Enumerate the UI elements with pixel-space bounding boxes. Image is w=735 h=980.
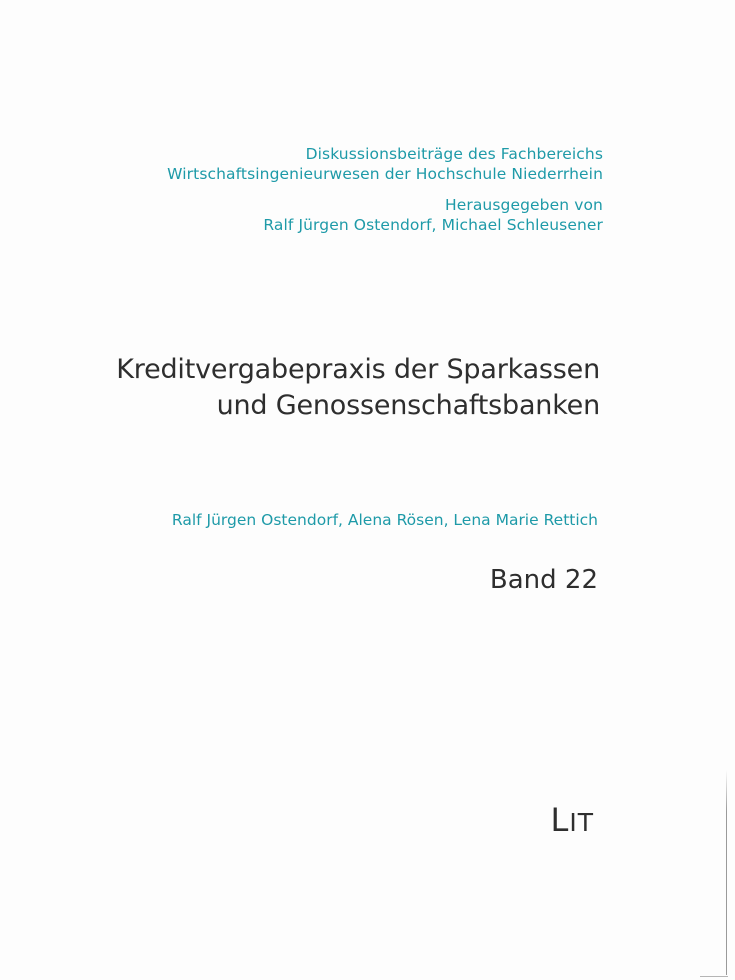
scan-edge-line	[726, 770, 727, 975]
scan-edge-bottom-line	[700, 976, 728, 977]
series-info	[167, 144, 603, 235]
series-title-line-1: Diskussionsbeiträge des Fachbereichs	[305, 145, 603, 163]
book-title-line-1: Kreditvergabepraxis der Sparkassen	[116, 354, 600, 385]
publisher-logo	[551, 800, 594, 843]
editors-names: Ralf Jürgen Ostendorf, Michael Schleusener	[263, 216, 603, 234]
book-title-line-2: und Genossenschaftsbanken	[216, 390, 600, 421]
book-title	[116, 352, 600, 424]
publisher-logo-initial: L	[550, 801, 570, 839]
editors-label: Herausgegeben von	[444, 196, 603, 214]
publisher-logo-rest: IT	[569, 808, 594, 837]
series-title-line-2: Wirtschaftsingenieurwesen der Hochschule Niederrhein	[167, 165, 603, 183]
volume-number: Band 22	[489, 565, 598, 595]
authors: Ralf Jürgen Ostendorf, Alena Rösen, Lena Marie Rettich	[171, 511, 598, 529]
spacer	[167, 184, 603, 195]
